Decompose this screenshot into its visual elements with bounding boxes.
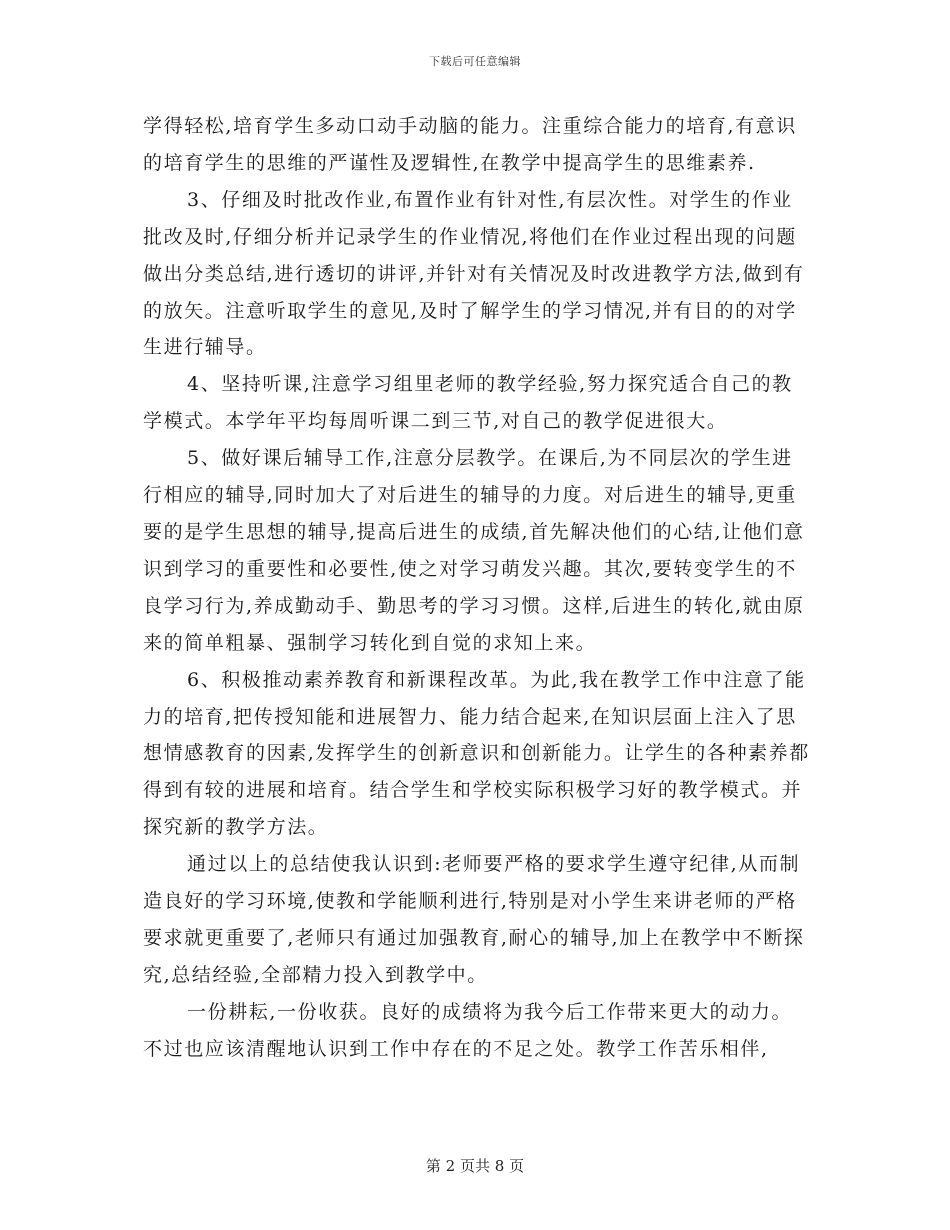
page-header: 下载后可任意编辑 [429,55,521,68]
paragraph: 通过以上的总结使我认识到:老师要严格的要求学生遵守纪律,从而制造良好的学习环境,使教和学能顺利进行,特别是对小学生来讲老师的严格要求就更重要了,老师只有通过加强教育,耐心的辅导,加上在教学中不断探究,总结经验,全部精力投入到教学中。 [143,853,805,986]
paragraph: 3、仔细及时批改作业,布置作业有针对性,有层次性。对学生的作业批改及时,仔细分析并记录学生的作业情况,将他们在作业过程出现的问题做出分类总结,进行透切的讲评,并针对有关情况及时改进教学方法,做到有的放矢。注意听取学生的意见,及时了解学生的学习情况,并有目的的对学生进行辅导。 [143,188,805,359]
page-number: 第 2 页共 8 页 [425,1157,525,1175]
paragraph: 5、做好课后辅导工作,注意分层教学。在课后,为不同层次的学生进行相应的辅导,同时加大了对后进生的辅导的力度。对后进生的辅导,更重要的是学生思想的辅导,提高后进生的成绩,首先解决他们的心结,让他们意识到学习的重要性和必要性,使之对学习萌发兴趣。其次,要转变学生的不良学习行为,养成勤动手、勤思考的学习习惯。这样,后进生的转化,就由原来的简单粗暴、强制学习转化到自觉的求知上来。 [143,447,805,654]
document-body [143,108,811,1068]
paragraph: 学得轻松,培育学生多动口动手动脑的能力。注重综合能力的培育,有意识的培育学生的思维的严谨性及逻辑性,在教学中提高学生的思维素养. [143,115,797,174]
paragraph: 一份耕耘,一份收获。良好的成绩将为我今后工作带来更大的动力。不过也应该清醒地认识到工作中存在的不足之处。教学工作苦乐相伴, [143,1000,793,1060]
paragraph: 6、积极推动素养教育和新课程改革。为此,我在教学工作中注意了能力的培育,把传授知能和进展智力、能力结合起来,在知识层面上注入了思想情感教育的因素,发挥学生的创新意识和创新能力。让学生的各种素养都得到有较的进展和培育。结合学生和学校实际积极学习好的教学模式。并探究新的教学方法。 [143,668,810,839]
paragraph: 4、坚持听课,注意学习组里老师的教学经验,努力探究适合自己的教学模式。本学年平均每周听课二到三节,对自己的教学促进很大。 [143,373,793,433]
